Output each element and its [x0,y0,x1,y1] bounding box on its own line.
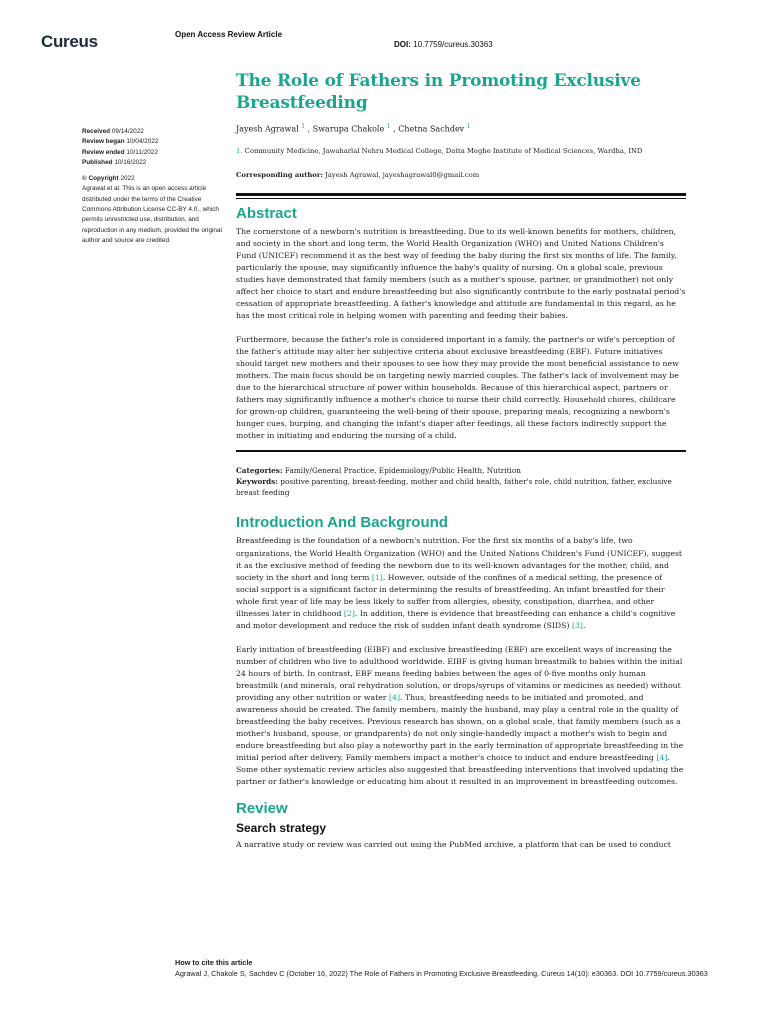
intro-paragraph [236,535,686,631]
affiliation [236,147,686,155]
copyright-year: 2022 [120,175,135,183]
citation-link[interactable]: [2] [343,608,355,618]
cureus-logo[interactable]: Cureus [41,32,98,51]
received-date: 09/14/2022 [111,128,144,135]
divider-thick [236,193,686,196]
citation-link[interactable]: [4] [656,753,668,763]
intro-text: . Thus, breastfeeding needs to be initiated and promoted, and awareness should be created. The family members, mainly the husband, may play a central role in the quality of breastfeeding the baby receives. Previous research has shown, on a global scale, that family members (such as a mother's husband, spouse, or grandparents) do not only single-handedly impact a mother's wish to begin and endure breastfeeding but also play a noteworthy part in the early termination of appropriate breastfeeding in the initial period after delivery. Family members impact a mother's choice to induct and endure breastfeeding [236,693,684,763]
categories-label: Categories: [236,466,283,476]
author-list [236,123,686,134]
published-row [82,158,227,168]
doi-label: DOI: [394,40,411,49]
abstract-end-divider [236,450,686,452]
received-label: Received [82,128,111,135]
copyright-label: © Copyright [82,175,119,183]
categories-value[interactable]: Family/General Practice, Epidemiology/Public Health, Nutrition [284,466,521,476]
intro-text: . [582,620,586,630]
categories-row [236,465,686,476]
search-strategy-heading: Search strategy [236,821,327,836]
citation-link[interactable]: [3] [571,620,583,630]
article-meta [236,465,686,498]
introduction-heading: Introduction And Background [236,514,448,532]
corresponding-author [236,171,686,179]
corresponding-label: Corresponding author: [236,170,323,179]
abstract-paragraph: The cornerstone of a newborn's nutrition is breastfeeding. Due to its well-known benefits for mothers, children, and society in the short and long term, the World Health Organization (WHO) and United Nations Children's Fund (UNICEF) recommend it as the best way of feeding the baby during the first six months of life. The family, particularly the spouse, may significantly influence the baby's quality of nursing. On a global scale, previous studies have demonstrated that family members (such as a mother's spouse, partner, or grandmother) not only affect her choice to start and endure breastfeeding but also significantly contribute to the early postnatal period's cessation of appropriate breastfeeding. A father's knowledge and attitude are fundamental in this regard, as he has the most critical role in helping women with parenting and feeding their babies. [236,226,686,320]
affiliation-text: Community Medicine, Jawaharlal Nehru Medical College, Datta Meghe Institute of Medical Sciences, Wardha, IND [244,146,643,155]
author-separator: , [305,124,313,134]
citation-link[interactable]: [1] [371,572,383,582]
abstract-paragraph: Furthermore, because the father's role is considered important in a family, the partner's or wife's perception of the father's attitude may alter her subjective criteria about exclusive breastfeeding (EBF). Future initiatives should target new mothers and their spouses to see how they may provide the most beneficial assistance to new mothers. The main focus should be on targeting newly married couples. The father's lack of involvement may be due to the hierarchical structure of power within households. Because of this hierarchical aspect, partners or fathers may significantly influence a mother's choice to nurse their child correctly. Household chores, childcare for grown-up children, guaranteeing the well-being of their spouse, preparing meals, recognizing a newborn's hunger cues, burping, and changing the infant's diaper after feedings, all these factors indirectly support the mother in initiating and enduring the nursing of a child. [236,335,679,441]
author-separator: , [390,124,399,134]
review-began-row [82,137,227,147]
intro-text: Early initiation of breastfeeding (EIBF) and exclusive breastfeeding (EBF) are excellent ways of increasing the number of children who live to adulthood worldwide. EIBF is giving human breastmilk to babies within the initial 24 hours of birth. In contrast, EBF means feeding babies between the ages of 0-five months only human breastmilk (and minerals, oral rehydration solution, or drops/syrups of vitamins or medicines as needed) without providing any other nutrition or water [236,644,683,703]
citation-text: Agrawal J, Chakole S, Sachdev C (October 16, 2022) The Role of Fathers in Promoting Exclusive Breastfeeding. Cureus 14(10): e30363. DOI 10.7759/cureus.30363 [175,968,708,978]
keywords-value[interactable]: positive parenting, breast-feeding, mother and child health, father's role, child nutrition, father, exclusive breast feeding [236,477,672,498]
review-began-label: Review began [82,138,125,146]
cite-label: How to cite this article [175,958,253,967]
intro-text: . In addition, there is evidence that breastfeeding can enhance a child's cognitive and motor development and reduce the risk of sudden infant death syndrome (SIDS) [236,608,676,630]
review-paragraph: A narrative study or review was carried out using the PubMed archive, a platform that can be used to conduct [236,840,671,850]
review-ended-label: Review ended [82,148,125,156]
divider-thin [236,198,686,199]
author-affil: 1 [386,123,391,130]
keywords-label: Keywords: [236,477,278,487]
author-name[interactable]: Chetna Sachdev [398,124,465,134]
article-type: Open Access Review Article [175,30,283,39]
doi-value[interactable]: 10.7759/cureus.30363 [413,40,493,49]
intro-text: . However, outside of the confines of a medical setting, the presence of social support is a significant factor in determining the results of breastfeeding. An infant breastfed for their whole first year of life may be less likely to suffer from allergies, obesity, constipation, diarrhea, and other illnesses later in childhood [236,572,665,618]
citation-footer [175,958,735,979]
keywords-row [236,476,686,498]
intro-paragraph [236,644,686,789]
author-name[interactable]: Swarupa Chakole [312,124,385,134]
author-affil: 1 [466,123,471,130]
affiliation-number: 1. [236,146,243,155]
review-heading: Review [236,800,288,818]
review-ended-row [82,148,227,158]
intro-text: Breastfeeding is the foundation of a newborn's nutrition. For the first six months of a baby's life, two organizations, the World Health Organization (WHO) and the United Nations Children's Fund (UNICEF), suggest it as the exclusive method of feeding the newborn due to its well-known advantages for the mother, child, and society in the short and long term [236,536,683,582]
copyright-row [82,174,227,184]
published-date: 10/16/2022 [114,158,147,166]
abstract-heading: Abstract [236,204,297,222]
article-main [236,70,686,851]
publication-sidebar [82,127,227,246]
citation-link[interactable]: [4] [388,693,400,703]
author-affil: 1 [301,123,306,130]
published-label: Published [82,158,113,166]
corresponding-text[interactable]: Jayesh Agrawal, jayeshagrawal0@gmail.com [325,170,480,179]
author-name[interactable]: Jayesh Agrawal [236,124,299,134]
review-began-date: 10/04/2022 [126,138,159,146]
license-text: Agrawal et al. This is an open access article distributed under the terms of the Creative Commons Attribution License CC-BY 4.0., which permits unrestricted use, distribution, and reproduction in any medium, provided the original author and source are credited. [82,185,222,244]
review-ended-date: 10/11/2022 [126,148,158,156]
article-title: The Role of Fathers in Promoting Exclusive Breastfeeding [236,71,641,113]
doi[interactable] [394,40,493,49]
intro-text: . Some other systematic review articles also suggested that breastfeeding interventions that involved updating the partner or father's knowledge or educating him about it resulted in an improvement in breastfeeding outcomes. [236,753,684,787]
received-row [82,127,227,137]
